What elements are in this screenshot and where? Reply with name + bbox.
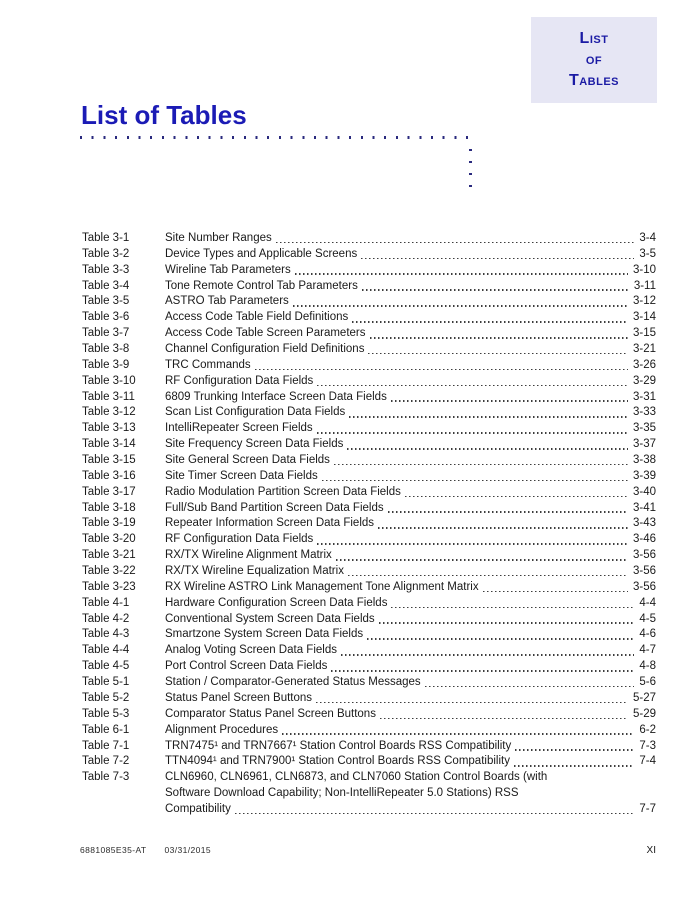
toc-entry-page-number: 3-46 xyxy=(632,533,656,546)
toc-entry-page-number: 4-5 xyxy=(639,612,656,625)
toc-entry-title: Tone Remote Control Tab Parameters xyxy=(165,279,358,292)
toc-entry-row xyxy=(82,770,656,786)
toc-leader-dots xyxy=(282,733,634,735)
toc-entry-title: CLN6960, CLN6961, CLN6873, and CLN7060 Station Control Boards (with xyxy=(165,771,548,784)
toc-entry-page-number: 5-27 xyxy=(632,691,656,704)
toc-entry-title: Status Panel Screen Buttons xyxy=(165,691,313,704)
toc-entry-page-number: 3-21 xyxy=(632,343,656,356)
toc-entry-title: Channel Configuration Field Definitions xyxy=(165,343,365,356)
toc-entry-row xyxy=(82,532,656,548)
toc-leader-dots xyxy=(349,416,628,418)
toc-entry-row xyxy=(82,612,656,628)
toc-entry-row xyxy=(82,501,656,517)
toc-leader-dots xyxy=(235,813,635,815)
toc-entry-title: Wireline Tab Parameters xyxy=(165,263,291,276)
toc-entry-label: Table 3-12 xyxy=(82,406,136,419)
toc-entry-label: Table 3-13 xyxy=(82,422,136,435)
toc-entry-label: Table 3-22 xyxy=(82,565,136,578)
toc-entry-row xyxy=(82,437,656,453)
toc-entry-title: Full/Sub Band Partition Screen Data Fields xyxy=(165,501,384,514)
toc-entry-page-number: 3-37 xyxy=(632,438,656,451)
toc-entry-row xyxy=(82,374,656,390)
toc-leader-dots xyxy=(425,686,635,688)
toc-entry-title: TTN4094¹ and TRN7900¹ Station Control Boards RSS Compatibility xyxy=(165,755,510,768)
toc-entry-page-number: 4-4 xyxy=(639,596,656,609)
toc-entry-page-number: 4-6 xyxy=(639,628,656,641)
toc-entry-row xyxy=(82,247,656,263)
toc-entry-title: 6809 Trunking Interface Screen Data Fields xyxy=(165,390,387,403)
toc-entry-row xyxy=(82,802,656,818)
toc-leader-dots xyxy=(347,448,628,450)
toc-entry-label: Table 3-11 xyxy=(82,390,135,403)
chapter-header-line-1: List xyxy=(579,30,609,47)
toc-entry-label: Table 3-23 xyxy=(82,580,136,593)
toc-leader-dots xyxy=(295,273,628,275)
toc-leader-dots xyxy=(378,527,628,529)
toc-entry-row xyxy=(82,548,656,564)
toc-entry-title: Site Timer Screen Data Fields xyxy=(165,469,318,482)
toc-entry-label: Table 3-1 xyxy=(82,232,130,244)
toc-entry-page-number: 3-56 xyxy=(632,565,656,578)
toc-entry-label: Table 7-2 xyxy=(82,755,130,768)
toc-entry-label: Table 3-19 xyxy=(82,517,136,530)
toc-leader-dots xyxy=(515,749,634,751)
toc-entry-title: Site Number Ranges xyxy=(165,232,272,244)
toc-entry-page-number: 3-5 xyxy=(639,247,656,260)
page-title: List of Tables xyxy=(81,100,247,130)
chapter-header-line-3: Tables xyxy=(568,72,620,89)
toc-entry-title: Site General Screen Data Fields xyxy=(165,454,330,467)
toc-entry-page-number: 4-7 xyxy=(639,644,656,657)
toc-entry-page-number: 3-41 xyxy=(632,501,656,514)
toc-entry-page-number: 3-11 xyxy=(633,279,656,292)
toc-leader-dots xyxy=(391,607,634,609)
toc-entry-row xyxy=(82,279,656,295)
toc-entry-title: Hardware Configuration Screen Data Fields xyxy=(165,596,388,609)
toc-entry-title: Access Code Table Screen Parameters xyxy=(165,327,366,340)
toc-entry-page-number: 7-7 xyxy=(639,802,656,815)
toc-entry-label: Table 3-7 xyxy=(82,327,130,340)
toc-entry-row xyxy=(82,580,656,596)
chapter-header-box xyxy=(531,17,657,103)
toc-entry-label: Table 3-10 xyxy=(82,374,136,387)
toc-entry-row xyxy=(82,659,656,675)
toc-entry-label: Table 4-5 xyxy=(82,660,130,673)
toc-leader-dots xyxy=(362,289,629,291)
chapter-header-line-2: of xyxy=(585,51,603,68)
toc-leader-dots xyxy=(361,258,634,260)
toc-entry-page-number: 7-3 xyxy=(639,739,656,752)
toc-entry-row xyxy=(82,485,656,501)
toc-entry-label: Table 4-3 xyxy=(82,628,130,641)
toc-leader-dots xyxy=(341,654,634,656)
toc-entry-page-number: 3-31 xyxy=(632,390,656,403)
toc-entry-title: Compatibility xyxy=(165,802,231,815)
toc-entry-page-number: 3-4 xyxy=(639,232,656,244)
toc-entry-label: Table 3-3 xyxy=(82,263,130,276)
toc-entry-row xyxy=(82,596,656,612)
toc-entry-label: Table 3-2 xyxy=(82,247,130,260)
toc-entry-page-number: 3-12 xyxy=(632,295,656,308)
toc-entry-label: Table 3-16 xyxy=(82,469,136,482)
toc-entry-row xyxy=(82,754,656,770)
toc-entry-row xyxy=(82,405,656,421)
toc-entry-label: Table 3-18 xyxy=(82,501,136,514)
toc-leader-dots xyxy=(380,718,628,720)
toc-entry-title: Device Types and Applicable Screens xyxy=(165,247,358,260)
toc-leader-dots xyxy=(331,670,634,672)
toc-leader-dots xyxy=(293,305,628,307)
toc-entry-title: Radio Modulation Partition Screen Data Fields xyxy=(165,485,401,498)
toc-entry-title: TRN7475¹ and TRN7667¹ Station Control Boards RSS Compatibility xyxy=(165,739,512,752)
toc-entry-title: Software Download Capability; Non-IntelliRepeater 5.0 Stations) RSS xyxy=(165,787,519,800)
toc-leader-dots xyxy=(388,511,628,513)
toc-entry-row xyxy=(82,453,656,469)
toc-entry-row xyxy=(82,469,656,485)
toc-entry-page-number: 3-56 xyxy=(632,549,656,562)
toc-entry-title: RX Wireline ASTRO Link Management Tone Alignment Matrix xyxy=(165,580,479,593)
toc-entry-label: Table 5-2 xyxy=(82,691,130,704)
toc-entry-page-number: 3-14 xyxy=(632,311,656,324)
toc-entry-title: TRC Commands xyxy=(165,358,251,371)
toc-entry-title: Access Code Table Field Definitions xyxy=(165,311,349,324)
toc-entry-title: Port Control Screen Data Fields xyxy=(165,660,328,673)
toc-entry-label: Table 3-4 xyxy=(82,279,130,292)
toc-leader-dots xyxy=(255,369,628,371)
toc-entry-row xyxy=(82,310,656,326)
toc-entry-label: Table 3-6 xyxy=(82,311,130,324)
toc-entry-label: Table 7-1 xyxy=(82,739,130,752)
toc-entry-page-number: 4-8 xyxy=(639,660,656,673)
toc-entry-label: Table 4-2 xyxy=(82,612,130,625)
toc-entry-row xyxy=(82,294,656,310)
toc-leader-dots xyxy=(334,464,628,466)
toc-leader-dots xyxy=(483,591,628,593)
toc-entry-label: Table 3-20 xyxy=(82,533,136,546)
decorative-dotted-rule-vertical xyxy=(469,149,472,191)
toc-entry-page-number: 5-6 xyxy=(639,676,656,689)
toc-entry-row xyxy=(82,516,656,532)
toc-entry-page-number: 3-15 xyxy=(632,327,656,340)
toc-entry-row xyxy=(82,723,656,739)
toc-entry-title: RX/TX Wireline Equalization Matrix xyxy=(165,565,344,578)
toc-entry-label: Table 3-17 xyxy=(82,485,136,498)
toc-leader-dots xyxy=(352,321,628,323)
toc-entry-page-number: 5-29 xyxy=(632,707,656,720)
toc-entry-page-number: 3-43 xyxy=(632,517,656,530)
decorative-dotted-rule-horizontal xyxy=(80,136,474,139)
table-of-contents-list xyxy=(82,231,656,818)
toc-leader-dots xyxy=(322,480,628,482)
toc-entry-title: Conventional System Screen Data Fields xyxy=(165,612,375,625)
toc-entry-page-number: 6-2 xyxy=(639,723,656,736)
toc-entry-row xyxy=(82,390,656,406)
toc-leader-dots xyxy=(405,496,628,498)
toc-entry-row xyxy=(82,421,656,437)
toc-entry-row xyxy=(82,263,656,279)
toc-entry-row xyxy=(82,564,656,580)
toc-leader-dots xyxy=(368,353,628,355)
toc-entry-title: Scan List Configuration Data Fields xyxy=(165,406,346,419)
toc-entry-label: Table 3-15 xyxy=(82,454,136,467)
toc-entry-title: Repeater Information Screen Data Fields xyxy=(165,517,375,530)
toc-entry-label: Table 4-1 xyxy=(82,596,130,609)
toc-entry-row xyxy=(82,786,656,802)
toc-entry-title: RF Configuration Data Fields xyxy=(165,533,314,546)
toc-leader-dots xyxy=(391,400,628,402)
toc-entry-row xyxy=(82,342,656,358)
toc-leader-dots xyxy=(316,702,628,704)
toc-entry-page-number: 7-4 xyxy=(639,755,656,768)
toc-leader-dots xyxy=(370,337,628,339)
toc-leader-dots xyxy=(317,432,628,434)
toc-entry-label: Table 5-3 xyxy=(82,707,130,720)
toc-entry-label: Table 4-4 xyxy=(82,644,130,657)
toc-entry-page-number: 3-29 xyxy=(632,374,656,387)
toc-leader-dots xyxy=(348,575,628,577)
toc-entry-row xyxy=(82,707,656,723)
toc-entry-row xyxy=(82,739,656,755)
toc-entry-row xyxy=(82,627,656,643)
toc-entry-label: Table 6-1 xyxy=(82,723,130,736)
toc-entry-page-number: 3-40 xyxy=(632,485,656,498)
toc-entry-page-number: 3-26 xyxy=(632,358,656,371)
footer-page-number: XI xyxy=(646,845,656,856)
toc-entry-page-number: 3-33 xyxy=(632,406,656,419)
toc-leader-dots xyxy=(367,638,634,640)
toc-entry-label: Table 3-21 xyxy=(82,549,136,562)
toc-entry-row xyxy=(82,643,656,659)
toc-entry-label: Table 3-8 xyxy=(82,343,130,356)
toc-leader-dots xyxy=(317,543,628,545)
toc-entry-title: Smartzone System Screen Data Fields xyxy=(165,628,364,641)
toc-entry-title: RF Configuration Data Fields xyxy=(165,374,314,387)
toc-entry-title: Alignment Procedures xyxy=(165,723,279,736)
toc-entry-row xyxy=(82,691,656,707)
toc-entry-page-number: 3-35 xyxy=(632,422,656,435)
page-footer xyxy=(80,845,656,856)
toc-leader-dots xyxy=(336,559,628,561)
toc-entry-row xyxy=(82,326,656,342)
toc-entry-label: Table 3-9 xyxy=(82,358,130,371)
toc-entry-row xyxy=(82,231,656,247)
toc-leader-dots xyxy=(317,385,628,387)
footer-document-number: 6881085E35-AT xyxy=(80,845,147,855)
toc-entry-title: IntelliRepeater Screen Fields xyxy=(165,422,313,435)
toc-leader-dots xyxy=(276,242,635,244)
toc-entry-label: Table 7-3 xyxy=(82,771,130,784)
toc-leader-dots xyxy=(514,765,634,767)
toc-entry-page-number: 3-39 xyxy=(632,469,656,482)
toc-entry-label: Table 5-1 xyxy=(82,676,130,689)
toc-entry-title: Site Frequency Screen Data Fields xyxy=(165,438,344,451)
toc-leader-dots xyxy=(379,622,635,624)
toc-entry-page-number: 3-38 xyxy=(632,454,656,467)
toc-entry-title: ASTRO Tab Parameters xyxy=(165,295,289,308)
toc-entry-label: Table 3-5 xyxy=(82,295,130,308)
toc-entry-title: RX/TX Wireline Alignment Matrix xyxy=(165,549,332,562)
toc-entry-row xyxy=(82,675,656,691)
footer-date: 03/31/2015 xyxy=(164,845,212,855)
toc-entry-label: Table 3-14 xyxy=(82,438,136,451)
toc-entry-title: Comparator Status Panel Screen Buttons xyxy=(165,707,376,720)
toc-entry-page-number: 3-10 xyxy=(632,263,656,276)
toc-entry-page-number: 3-56 xyxy=(632,580,656,593)
toc-entry-title: Analog Voting Screen Data Fields xyxy=(165,644,337,657)
toc-entry-row xyxy=(82,358,656,374)
toc-entry-title: Station / Comparator-Generated Status Messages xyxy=(165,676,421,689)
